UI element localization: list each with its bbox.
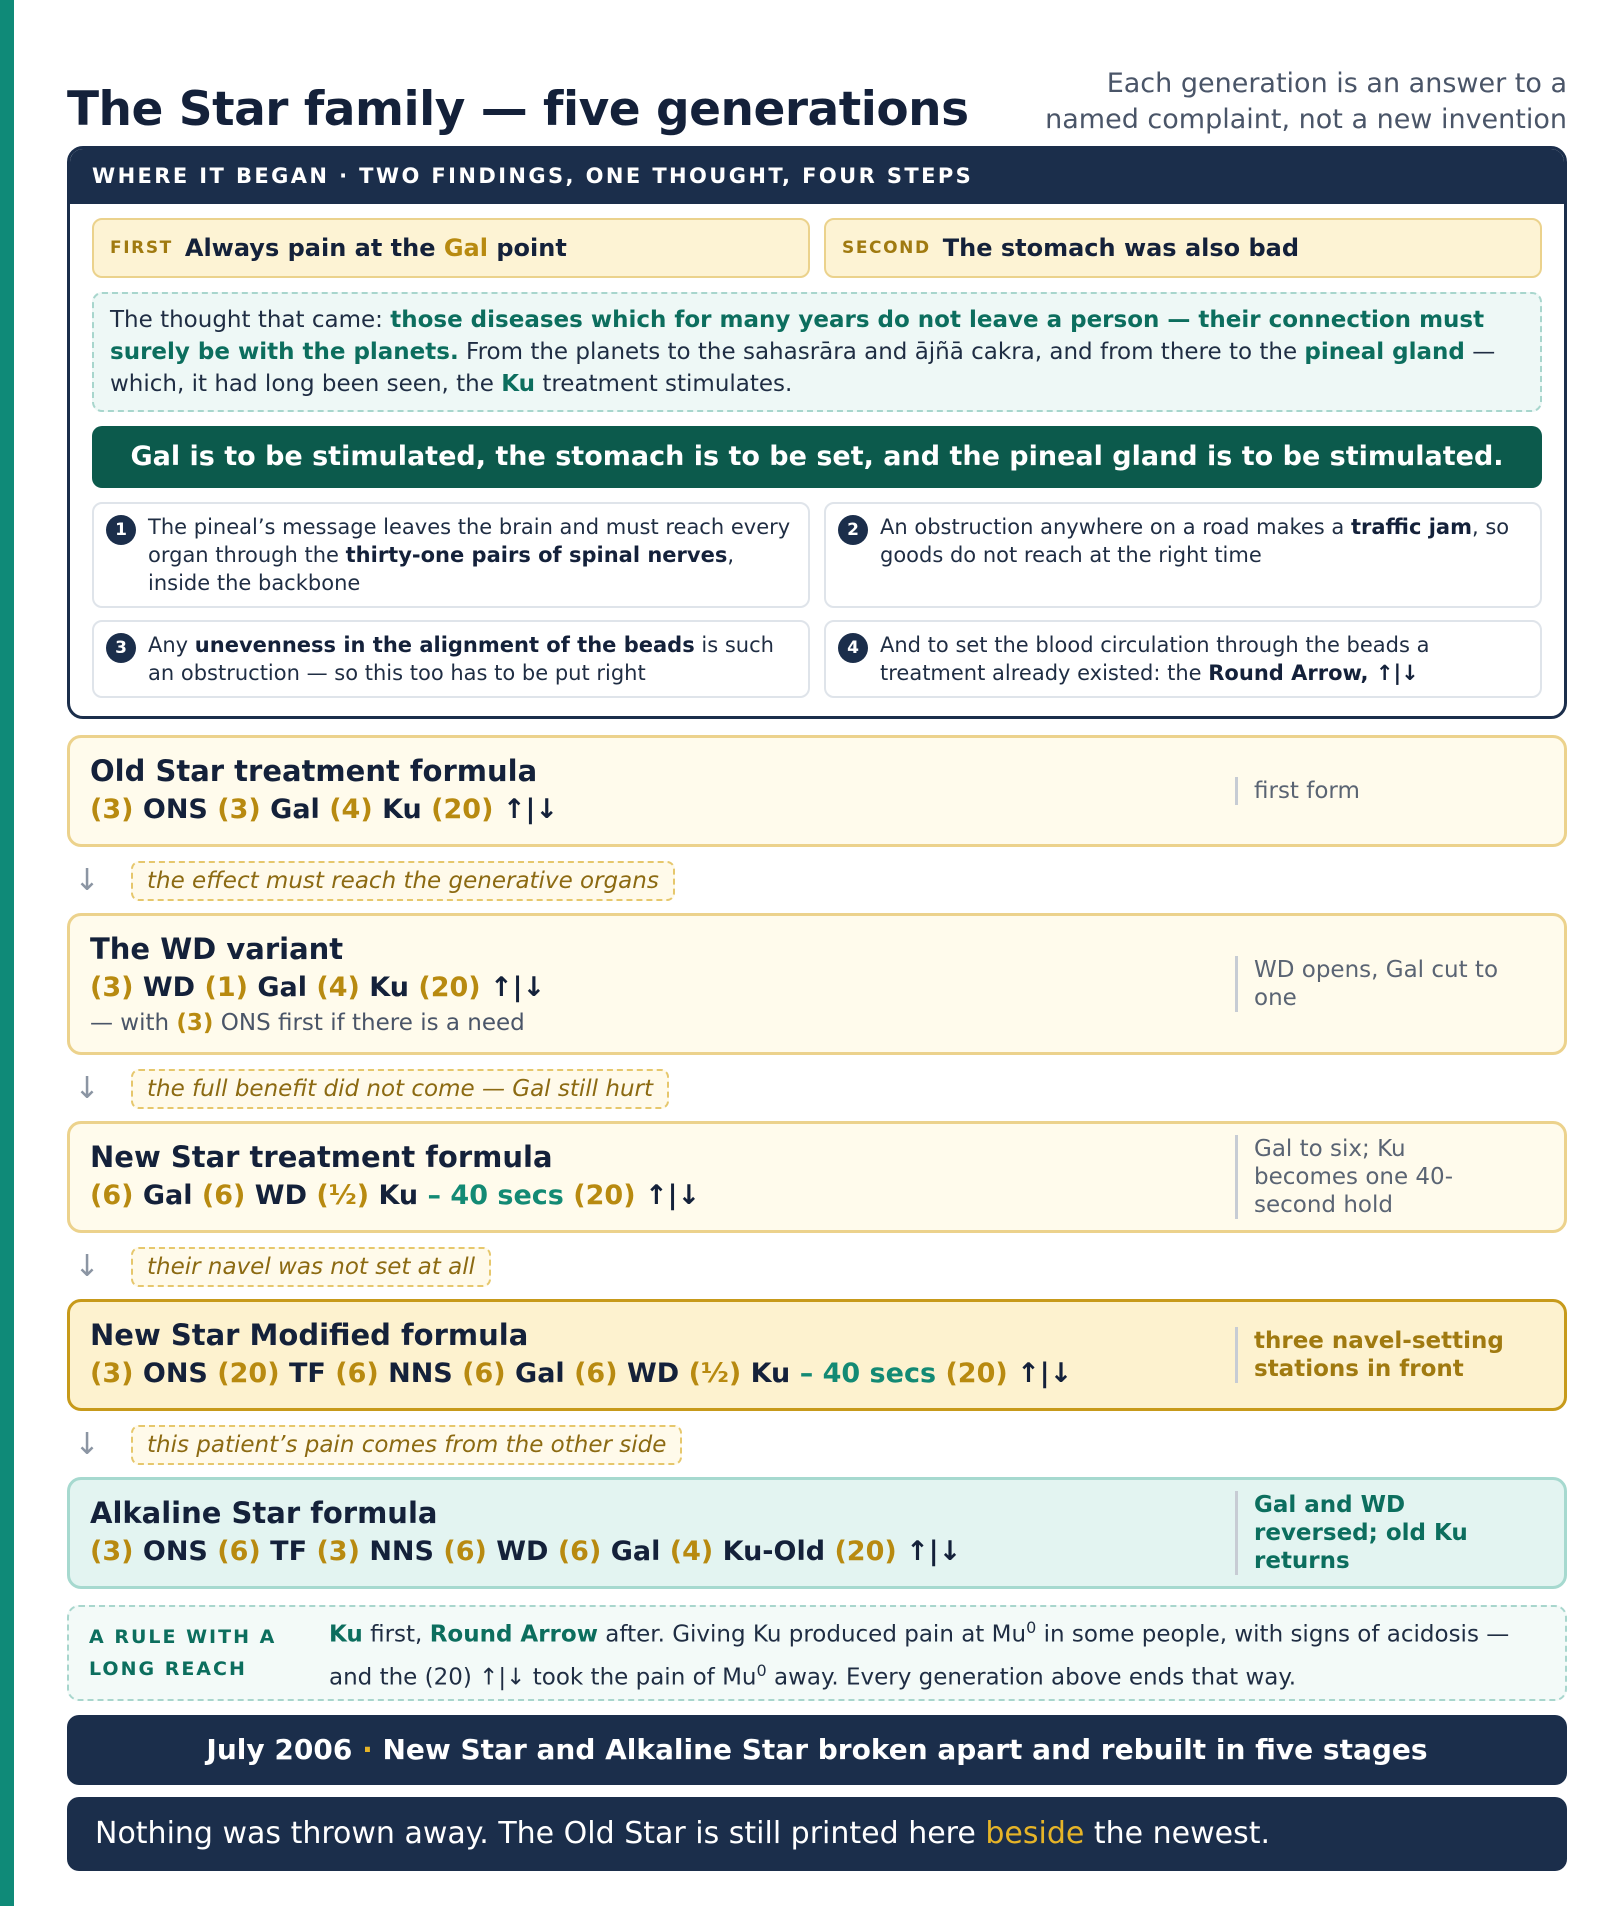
formula-point: ONS: [142, 1536, 208, 1567]
formula-count: (½): [316, 1180, 370, 1211]
rule-body: [329, 1610, 1545, 1695]
hold-duration: – 40 secs: [427, 1180, 564, 1211]
formula-count: (20): [573, 1180, 636, 1211]
step-1: [92, 502, 810, 608]
where-it-began-panel: [67, 146, 1567, 719]
down-arrow-icon: ↓: [74, 863, 100, 898]
finding-first-tag: FIRST: [110, 238, 173, 258]
step-number-badge: 1: [106, 515, 136, 545]
step-3-bold: unevenness in the alignment of the beads: [194, 633, 695, 657]
extra-post: ONS first if there is a need: [220, 1010, 525, 1036]
generation-connector: [67, 861, 1567, 901]
thought-bold-ku: Ku: [501, 371, 536, 397]
step-2-post: , so goods do not reach at the right time: [880, 515, 1510, 567]
formula-point: Gal: [142, 1180, 193, 1211]
formula-count: (4): [316, 972, 360, 1003]
page-title: The Star family — five generations: [67, 82, 969, 137]
round-arrow-symbol: ↑|↓: [906, 1536, 962, 1567]
step-3-post: is such an obstruction — so this too has to be put right: [148, 633, 774, 685]
finding-second-tag: SECOND: [842, 238, 931, 258]
generation-note: Gal and WD reversed; old Ku returns: [1235, 1491, 1515, 1575]
formula-count: (6): [462, 1358, 506, 1389]
formula-count: (6): [90, 1180, 134, 1211]
left-accent-bar: [0, 0, 14, 1906]
formula-point: TF: [270, 1536, 308, 1567]
step-number-badge: 4: [838, 633, 868, 663]
step-2-bold: traffic jam: [1350, 515, 1472, 539]
step-2-pre: An obstruction anywhere on a road makes a: [880, 515, 1345, 539]
rule-text1: first,: [370, 1622, 423, 1648]
generation-connector: [67, 1425, 1567, 1465]
formula-count: (20): [945, 1358, 1008, 1389]
finding-first-pre: Always pain at the: [184, 234, 436, 262]
formula-count: (3): [90, 1536, 134, 1567]
rule-superscript: 0: [756, 1661, 767, 1680]
formula-count: (½): [688, 1358, 742, 1389]
generation-new-star-modified: [67, 1299, 1567, 1411]
july-separator: ·: [362, 1733, 373, 1766]
rule-bold-ku: Ku: [329, 1622, 363, 1648]
formula-count: (4): [329, 794, 373, 825]
july-2006-banner: [67, 1715, 1567, 1785]
down-arrow-icon: ↓: [74, 1071, 100, 1106]
complaint-reason: this patient’s pain comes from the other side: [131, 1425, 682, 1465]
step-4: [824, 620, 1542, 698]
formula-count: (6): [443, 1536, 487, 1567]
step-number-badge: 2: [838, 515, 868, 545]
generation-title: New Star treatment formula: [90, 1140, 553, 1174]
formula-count: (3): [90, 1358, 134, 1389]
step-4-pre: And to set the blood circulation through the beads a treatment already existed: the: [880, 633, 1430, 685]
thought-bold-planets: those diseases which for many years do not leave a person — their connection must surely be with the planets.: [110, 307, 1485, 365]
down-arrow-icon: ↓: [74, 1427, 100, 1462]
generation-connector: [67, 1247, 1567, 1287]
hold-duration: – 40 secs: [799, 1358, 937, 1389]
formula-count: (3): [217, 794, 261, 825]
formula-count: (20): [217, 1358, 280, 1389]
step-text: [148, 513, 796, 597]
where-it-began-body: [70, 204, 1564, 716]
thought-bold-pineal: pineal gland: [1304, 339, 1465, 365]
rule-bold-round-arrow: Round Arrow: [429, 1622, 598, 1648]
generation-alkaline-star: [67, 1477, 1567, 1589]
generation-note: first form: [1235, 777, 1515, 805]
formula-point: Gal: [610, 1536, 661, 1567]
four-steps-grid: [92, 502, 1542, 698]
formula-point: ONS: [142, 1358, 208, 1389]
generation-title: The WD variant: [90, 932, 344, 966]
step-3: [92, 620, 810, 698]
step-1-pre: The pineal’s message leaves the brain and must reach every organ through the: [148, 515, 791, 567]
formula-count: (4): [669, 1536, 714, 1567]
closing-banner: [67, 1797, 1567, 1871]
step-text: [148, 631, 796, 687]
formula-count: (6): [335, 1358, 379, 1389]
finding-second: [824, 218, 1542, 278]
generation-note: WD opens, Gal cut to one: [1235, 956, 1515, 1012]
finding-first: [92, 218, 810, 278]
formula-count: (20): [834, 1536, 897, 1567]
rule-text4: away. Every generation above ends that way.: [774, 1664, 1297, 1691]
formula-point: Gal: [257, 972, 307, 1003]
closing-post: the newest.: [1093, 1816, 1271, 1851]
where-it-began-heading: WHERE IT BEGAN · TWO FINDINGS, ONE THOUGHT, FOUR STEPS: [70, 149, 1564, 204]
finding-first-post: point: [496, 234, 567, 262]
formula-point: WD: [254, 1180, 307, 1211]
rule-tag: [89, 1621, 329, 1685]
step-4-bold: Round Arrow, ↑|↓: [1208, 661, 1419, 685]
finding-first-highlight: Gal: [443, 234, 488, 262]
rule-tag-line2: LONG REACH: [89, 1658, 247, 1680]
step-2: [824, 502, 1542, 608]
closing-pre: Nothing was thrown away. The Old Star is still printed here: [95, 1816, 976, 1851]
thought-mid: From the planets to the sahasrāra and ājñā cakra, and from there to the: [466, 339, 1298, 365]
down-arrow-icon: ↓: [74, 1249, 100, 1284]
generation-extra: [90, 1008, 1544, 1038]
rule-text3: in some people, with signs of acidosis — and the (20) ↑|↓ took the pain of Mu: [329, 1622, 1510, 1691]
formula-point: Ku: [378, 1180, 419, 1211]
step-1-bold: thirty-one pairs of spinal nerves: [345, 543, 728, 567]
july-date: July 2006: [206, 1733, 353, 1766]
generation-new-star: [67, 1121, 1567, 1233]
formula-count: (6): [201, 1180, 246, 1211]
rule-text2: after. Giving Ku produced pain at Mu: [605, 1622, 1027, 1648]
generation-note: Gal to six; Ku becomes one 40-second hold: [1235, 1135, 1515, 1219]
formula-count: (20): [431, 794, 494, 825]
step-text: [880, 631, 1528, 687]
complaint-reason: the effect must reach the generative organs: [131, 861, 675, 901]
generation-old-star: [67, 735, 1567, 847]
formula-point: NNS: [388, 1358, 453, 1389]
round-arrow-symbol: ↑|↓: [1017, 1358, 1073, 1389]
complaint-reason: their navel was not set at all: [131, 1247, 491, 1287]
generation-title: Old Star treatment formula: [90, 754, 538, 788]
generation-connector: [67, 1069, 1567, 1109]
formula-point: Ku-Old: [722, 1536, 826, 1567]
formula-point: WD: [626, 1358, 680, 1389]
formula-count: (6): [217, 1536, 261, 1567]
round-arrow-symbol: ↑|↓: [490, 972, 546, 1003]
formula-count: (3): [90, 794, 134, 825]
formula-point: ONS: [142, 794, 208, 825]
generation-title: New Star Modified formula: [90, 1318, 529, 1352]
july-text: New Star and Alkaline Star broken apart and rebuilt in five stages: [382, 1733, 1428, 1766]
complaint-reason: the full benefit did not come — Gal still hurt: [131, 1069, 669, 1109]
finding-first-text: [185, 234, 567, 262]
page-subtitle: Each generation is an answer to a named complaint, not a new invention: [1045, 68, 1567, 135]
formula-count: (6): [557, 1536, 602, 1567]
thought-box: [92, 292, 1542, 412]
formula-point: WD: [142, 972, 196, 1003]
header: [67, 0, 1567, 146]
page: [67, 0, 1567, 1871]
step-1-post: , inside the backbone: [148, 543, 735, 595]
thought-tail2: treatment stimulates.: [542, 371, 793, 397]
formula-point: Ku: [750, 1358, 791, 1389]
formula-count: (1): [204, 972, 248, 1003]
formula-point: WD: [496, 1536, 549, 1567]
formula-count: (6): [574, 1358, 618, 1389]
generation-title: Alkaline Star formula: [90, 1496, 438, 1530]
rule-superscript: 0: [1026, 1618, 1037, 1638]
formula-point: TF: [288, 1358, 326, 1389]
formula-point: Gal: [270, 794, 320, 825]
generation-wd-variant: [67, 913, 1567, 1055]
formula-count: (3): [90, 972, 134, 1003]
key-statement-banner: Gal is to be stimulated, the stomach is to be set, and the pineal gland is to be stimulated.: [92, 426, 1542, 488]
step-number-badge: 3: [106, 633, 136, 663]
round-arrow-symbol: ↑|↓: [644, 1180, 701, 1211]
formula-count: (3): [316, 1536, 360, 1567]
formula-point: Ku: [369, 972, 409, 1003]
formula-point: Gal: [515, 1358, 565, 1389]
closing-highlight: beside: [985, 1816, 1085, 1851]
thought-lead: The thought that came:: [110, 307, 383, 333]
formula-point: NNS: [369, 1536, 434, 1567]
finding-second-text: The stomach was also bad: [942, 234, 1300, 262]
formula-count: (20): [418, 972, 481, 1003]
rule-callout: [67, 1605, 1567, 1701]
step-3-pre: Any: [148, 633, 189, 657]
extra-pre: — with: [90, 1010, 170, 1036]
formula-point: Ku: [382, 794, 422, 825]
generation-note: three navel-setting stations in front: [1235, 1327, 1515, 1383]
thought-tail1: — which, it had long been seen, the: [110, 339, 1496, 397]
rule-tag-line1: A RULE WITH A: [89, 1626, 277, 1648]
extra-count: (3): [176, 1010, 214, 1036]
round-arrow-symbol: ↑|↓: [502, 794, 558, 825]
step-text: [880, 513, 1528, 569]
findings-row: [92, 218, 1542, 278]
